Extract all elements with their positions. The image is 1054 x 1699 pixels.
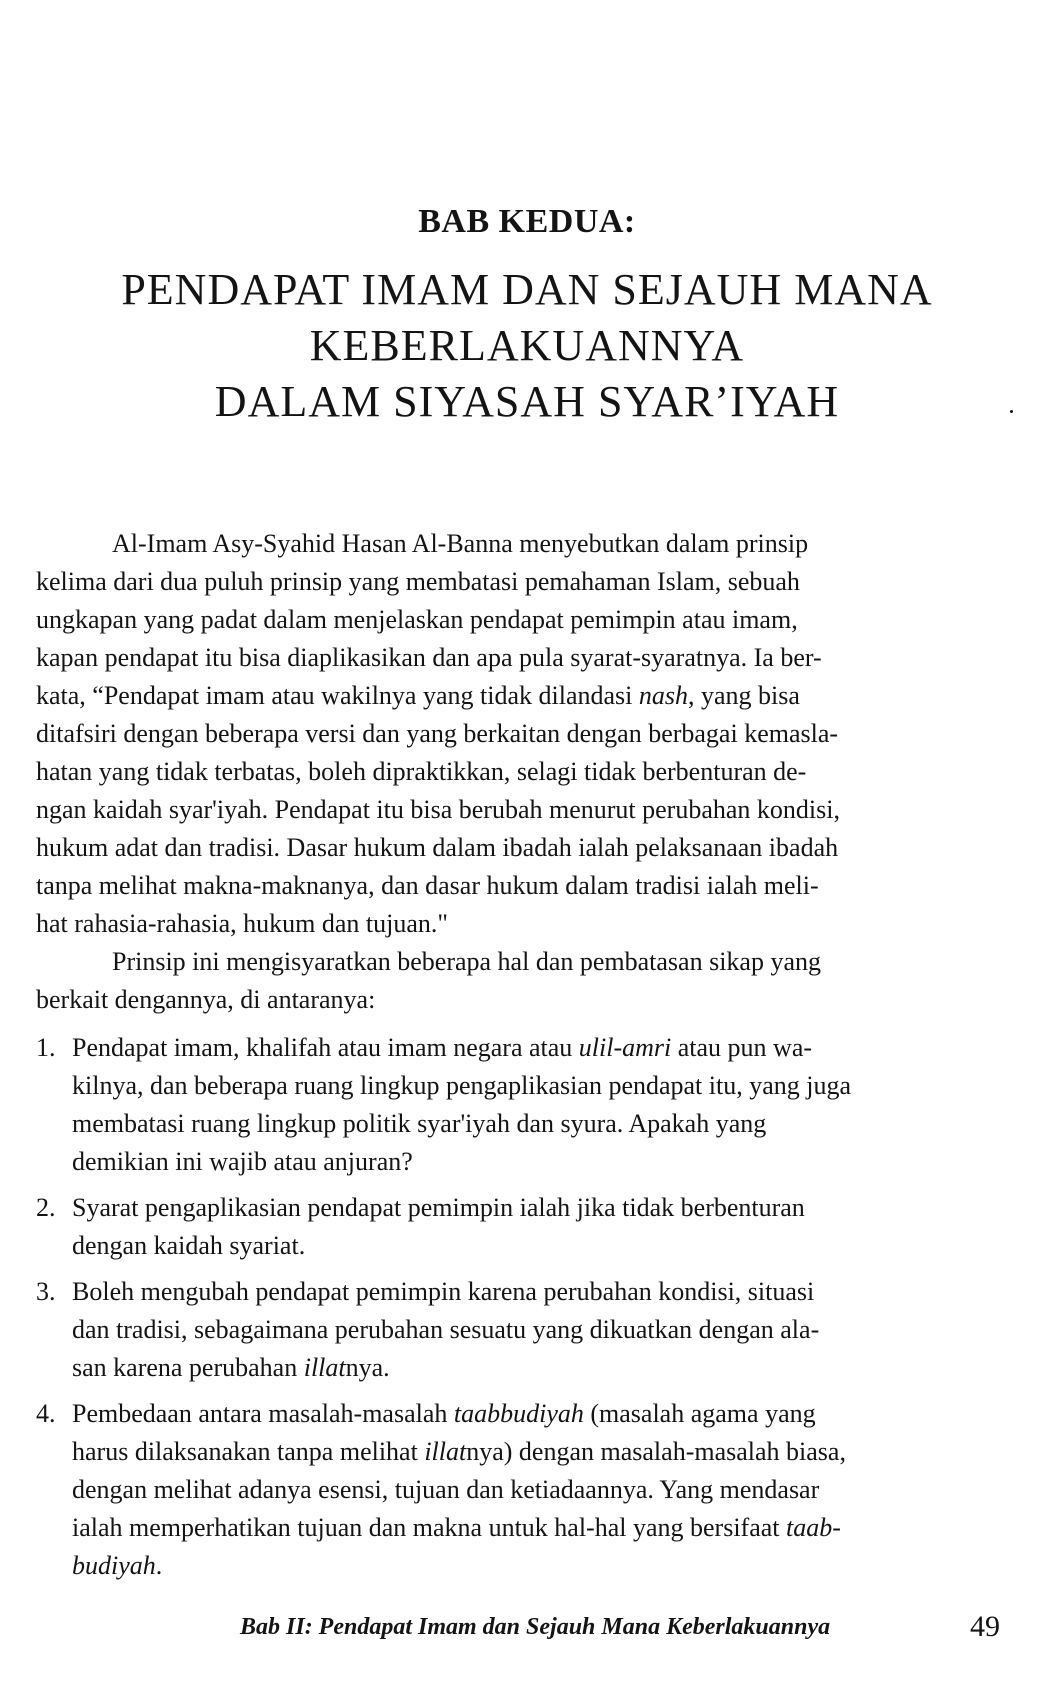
- list-number: 2.: [36, 1193, 56, 1222]
- text-line: [72, 1509, 996, 1547]
- paragraph-1: [36, 525, 996, 943]
- stray-mark: [1010, 410, 1013, 413]
- italic-term: illat: [424, 1437, 467, 1466]
- text-line: dengan melihat adanya esensi, tujuan dan ketiadaannya. Yang mendasar: [72, 1475, 820, 1504]
- text-segment: nya.: [345, 1353, 390, 1382]
- text-line: Boleh mengubah pendapat pemimpin karena perubahan kondisi, situasi: [72, 1277, 815, 1306]
- text-line: membatasi ruang lingkup politik syar'iyah dan syura. Apakah yang: [72, 1109, 767, 1138]
- text-segment: harus dilaksanakan tanpa melihat: [72, 1437, 425, 1466]
- chapter-title-line-2: KEBERLAKUANNYA: [309, 321, 745, 370]
- text-line: hukum adat dan tradisi. Dasar hukum dalam ibadah ialah pelaksanaan ibadah: [36, 833, 839, 862]
- body-text: [36, 525, 996, 1593]
- text-line: Syarat pengaplikasian pendapat pemimpin ialah jika tidak berbenturan: [72, 1193, 805, 1222]
- text-line: demikian ini wajib atau anjuran?: [72, 1147, 413, 1176]
- list-item-2: [36, 1189, 996, 1265]
- text-line: kelima dari dua puluh prinsip yang membatasi pemahaman Islam, sebuah: [36, 567, 800, 596]
- text-line: [72, 1029, 996, 1067]
- list-item-1: [36, 1029, 996, 1181]
- paragraph-2: [36, 943, 996, 1019]
- text-segment: .: [155, 1551, 163, 1580]
- chapter-title-line-1: PENDAPAT IMAM DAN SEJAUH MANA: [121, 265, 933, 314]
- text-line: [72, 1395, 996, 1433]
- list-item-4: [36, 1395, 996, 1585]
- running-title: Bab II: Pendapat Imam dan Sejauh Mana Keberlakuannya: [240, 1614, 831, 1640]
- text-line: berkait dengannya, di antaranya:: [36, 985, 376, 1014]
- text-segment: , yang bisa: [688, 681, 800, 710]
- numbered-list: [36, 1029, 996, 1585]
- chapter-title: [0, 262, 1054, 430]
- text-line: tanpa melihat makna-maknanya, dan dasar hukum dalam tradisi ialah meli-: [36, 871, 819, 900]
- text-line: ungkapan yang padat dalam menjelaskan pendapat pemimpin atau imam,: [36, 605, 798, 634]
- chapter-title-line-3: DALAM SIYASAH SYAR’IYAH: [214, 377, 840, 426]
- list-number: 4.: [36, 1399, 56, 1428]
- italic-term: taabbudiyah: [453, 1399, 584, 1428]
- text-line: ngan kaidah syar'iyah. Pendapat itu bisa berubah menurut perubahan kondisi,: [36, 795, 840, 824]
- text-segment: ialah memperhatikan tujuan dan makna untuk hal-hal yang bersifaat: [72, 1513, 787, 1542]
- text-line: dan tradisi, sebagaimana perubahan sesuatu yang dikuatkan dengan ala-: [72, 1315, 820, 1344]
- list-number: 3.: [36, 1277, 56, 1306]
- list-number: 1.: [36, 1033, 56, 1062]
- chapter-label: BAB KEDUA:: [418, 203, 636, 240]
- text-segment: kata, “Pendapat imam atau wakilnya yang tidak dilandasi: [36, 681, 639, 710]
- text-line: hat rahasia-rahasia, hukum dan tujuan.": [36, 909, 449, 938]
- italic-term: taab-: [786, 1513, 841, 1542]
- italic-term: budiyah: [72, 1551, 156, 1580]
- text-line: kilnya, dan beberapa ruang lingkup pengaplikasian pendapat itu, yang juga: [72, 1071, 852, 1100]
- text-line: ditafsiri dengan beberapa versi dan yang berkaitan dengan berbagai kemasla-: [36, 719, 839, 748]
- text-line: Prinsip ini mengisyaratkan beberapa hal dan pembatasan sikap yang: [112, 947, 822, 976]
- text-segment: Pendapat imam, khalifah atau imam negara atau: [72, 1033, 579, 1062]
- text-segment: Pembedaan antara masalah-masalah: [72, 1399, 454, 1428]
- text-line: kapan pendapat itu bisa diaplikasikan dan apa pula syarat-syaratnya. Ia ber-: [36, 643, 822, 672]
- text-line: [72, 1433, 996, 1471]
- text-segment: (masalah agama yang: [583, 1399, 816, 1428]
- text-line: [36, 677, 996, 715]
- list-item-3: [36, 1273, 996, 1387]
- italic-term: illat: [303, 1353, 346, 1382]
- text-segment: nya) dengan masalah-masalah biasa,: [466, 1437, 846, 1466]
- italic-term: nash: [638, 681, 688, 710]
- text-segment: atau pun wa-: [671, 1033, 813, 1062]
- text-line: [72, 1349, 996, 1387]
- text-line: dengan kaidah syariat.: [72, 1231, 306, 1260]
- page-number: 49: [970, 1610, 1000, 1643]
- italic-term: ulil-amri: [578, 1033, 672, 1062]
- text-line: hatan yang tidak terbatas, boleh dipraktikkan, selagi tidak berbenturan de-: [36, 757, 807, 786]
- text-line: [72, 1547, 996, 1585]
- text-line: Al-Imam Asy-Syahid Hasan Al-Banna menyebutkan dalam prinsip: [112, 529, 809, 558]
- text-segment: san karena perubahan: [72, 1353, 304, 1382]
